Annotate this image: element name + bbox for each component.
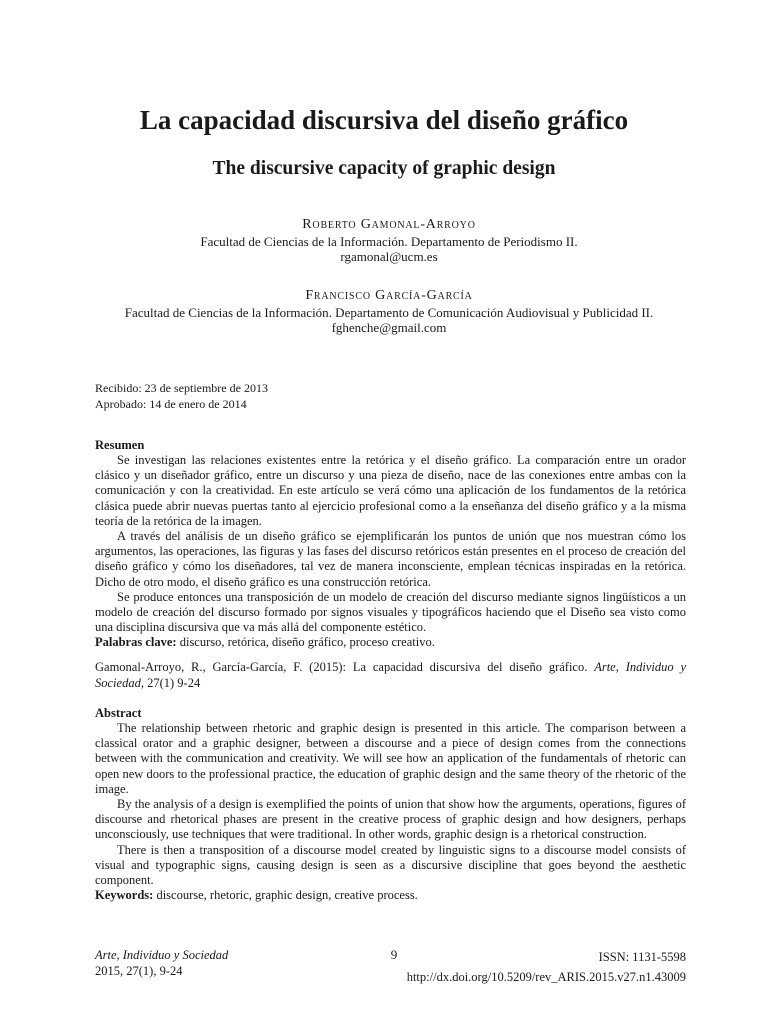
citation (95, 659, 686, 691)
resumen-section (95, 438, 686, 651)
page-number: 9 (390, 947, 398, 962)
abstract-paragraph: By the analysis of a design is exemplified the points of union that show how the arguments, operations, figures of discourse and rhetorical phases are present in the creative process of graphic design and how designers, perhaps unconsciously, use techniques that were traditional. In other words, graphic design is a rhetorical construction. (95, 797, 686, 842)
footer-journal-info (95, 947, 228, 979)
approved-date: Aprobado: 14 de enero de 2014 (95, 397, 247, 411)
author-email[interactable]: rgamonal@ucm.es (340, 249, 438, 264)
resumen-heading: Resumen (95, 438, 145, 452)
keywords-text: discourse, rhetoric, graphic design, creative process. (156, 888, 418, 903)
author-name: Roberto Gamonal-Arroyo (302, 217, 476, 232)
author-name: Francisco García-García (305, 288, 473, 303)
resumen-paragraph: A través del análisis de un diseño gráfico se ejemplificarán los puntos de unión que nos muestran cómo los argumentos, las operaciones, las figuras y las fases del discurso retóricos están presentes en el proceso de creación del diseño gráfico y cómo los diseñadores, tal vez de manera inconsciente, emplean técnicas inspiradas en la retórica. Dicho de otro modo, el diseño gráfico es una construcción retórica. (95, 529, 686, 589)
resumen-paragraph: Se investigan las relaciones existentes entre la retórica y el diseño gráfico. La comparación entre un orador clásico y un diseñador gráfico, entre un discurso y una pieza de diseño, nace de las conexiones entre ambas con la comunicación y con la creatividad. En este artículo se verá cómo una aplicación de los fundamentos de la retórica clásica puede abrir nuevas puertas tanto al ejercicio profesional como a la enseñanza del diseño gráfico y a la misma teoría de la retórica de la imagen. (95, 453, 686, 528)
resumen-paragraph: Se produce entonces una transposición de un modelo de creación del discurso mediante signos lingüísticos a un modelo de creación del discurso formado por signos visuales y tipográficos haciendo que el Diseño sea visto como una disciplina discursiva que va más allá del componente estético. (95, 589, 686, 635)
article-title: La capacidad discursiva del diseño gráfico (139, 105, 629, 135)
citation-volume: , 27(1) 9-24 (140, 676, 201, 690)
keywords-label: Keywords: (95, 888, 154, 903)
footer-doi-link[interactable]: http://dx.doi.org/10.5209/rev_ARIS.2015.v27.n1.43009 (406, 970, 686, 984)
abstract-section (95, 706, 686, 903)
footer-identifiers (407, 947, 686, 987)
resumen-keywords (95, 635, 686, 650)
citation-authors: Gamonal-Arroyo, R., García-García, F. (2015): La capacidad discursiva del diseño gráfico. (95, 660, 588, 674)
abstract-paragraph: The relationship between rhetoric and graphic design is presented in this article. The comparison between a classical orator and a graphic designer, between a discourse and a piece of design comes from the connections between with the communication and creativity. We will see how an application of the fundamentals of rhetoric can open new doors to the professional practice, the education of graphic design and the same theory of the rhetoric of the image. (95, 721, 686, 796)
author-affiliation: Facultad de Ciencias de la Información. Departamento de Periodismo II. (200, 234, 578, 249)
keywords-text: discurso, retórica, diseño gráfico, proceso creativo. (179, 635, 435, 650)
abstract-paragraph: There is then a transposition of a discourse model created by linguistic signs to a discourse model consists of visual and typographic signs, causing design is seen as a discursive discipline that goes beyond the aesthetic component. (95, 842, 686, 888)
submission-dates (95, 380, 268, 412)
author-affiliation: Facultad de Ciencias de la Información. Departamento de Comunicación Audiovisual y Publicidad II. (124, 305, 654, 320)
footer-issn: ISSN: 1131-5598 (598, 950, 686, 964)
footer-issue: 2015, 27(1), 9-24 (95, 964, 183, 978)
author-block (0, 216, 768, 264)
footer-journal-name: Arte, Individuo y Sociedad (95, 948, 229, 962)
keywords-label: Palabras clave: (95, 635, 177, 650)
author-email[interactable]: fghenche@gmail.com (331, 320, 447, 335)
article-subtitle: The discursive capacity of graphic design (212, 158, 556, 179)
abstract-keywords (95, 888, 686, 903)
abstract-heading: Abstract (95, 706, 142, 720)
received-date: Recibido: 23 de septiembre de 2013 (95, 381, 268, 395)
author-block (0, 287, 768, 335)
citation-journal: Arte, Individuo y Sociedad (95, 660, 687, 690)
